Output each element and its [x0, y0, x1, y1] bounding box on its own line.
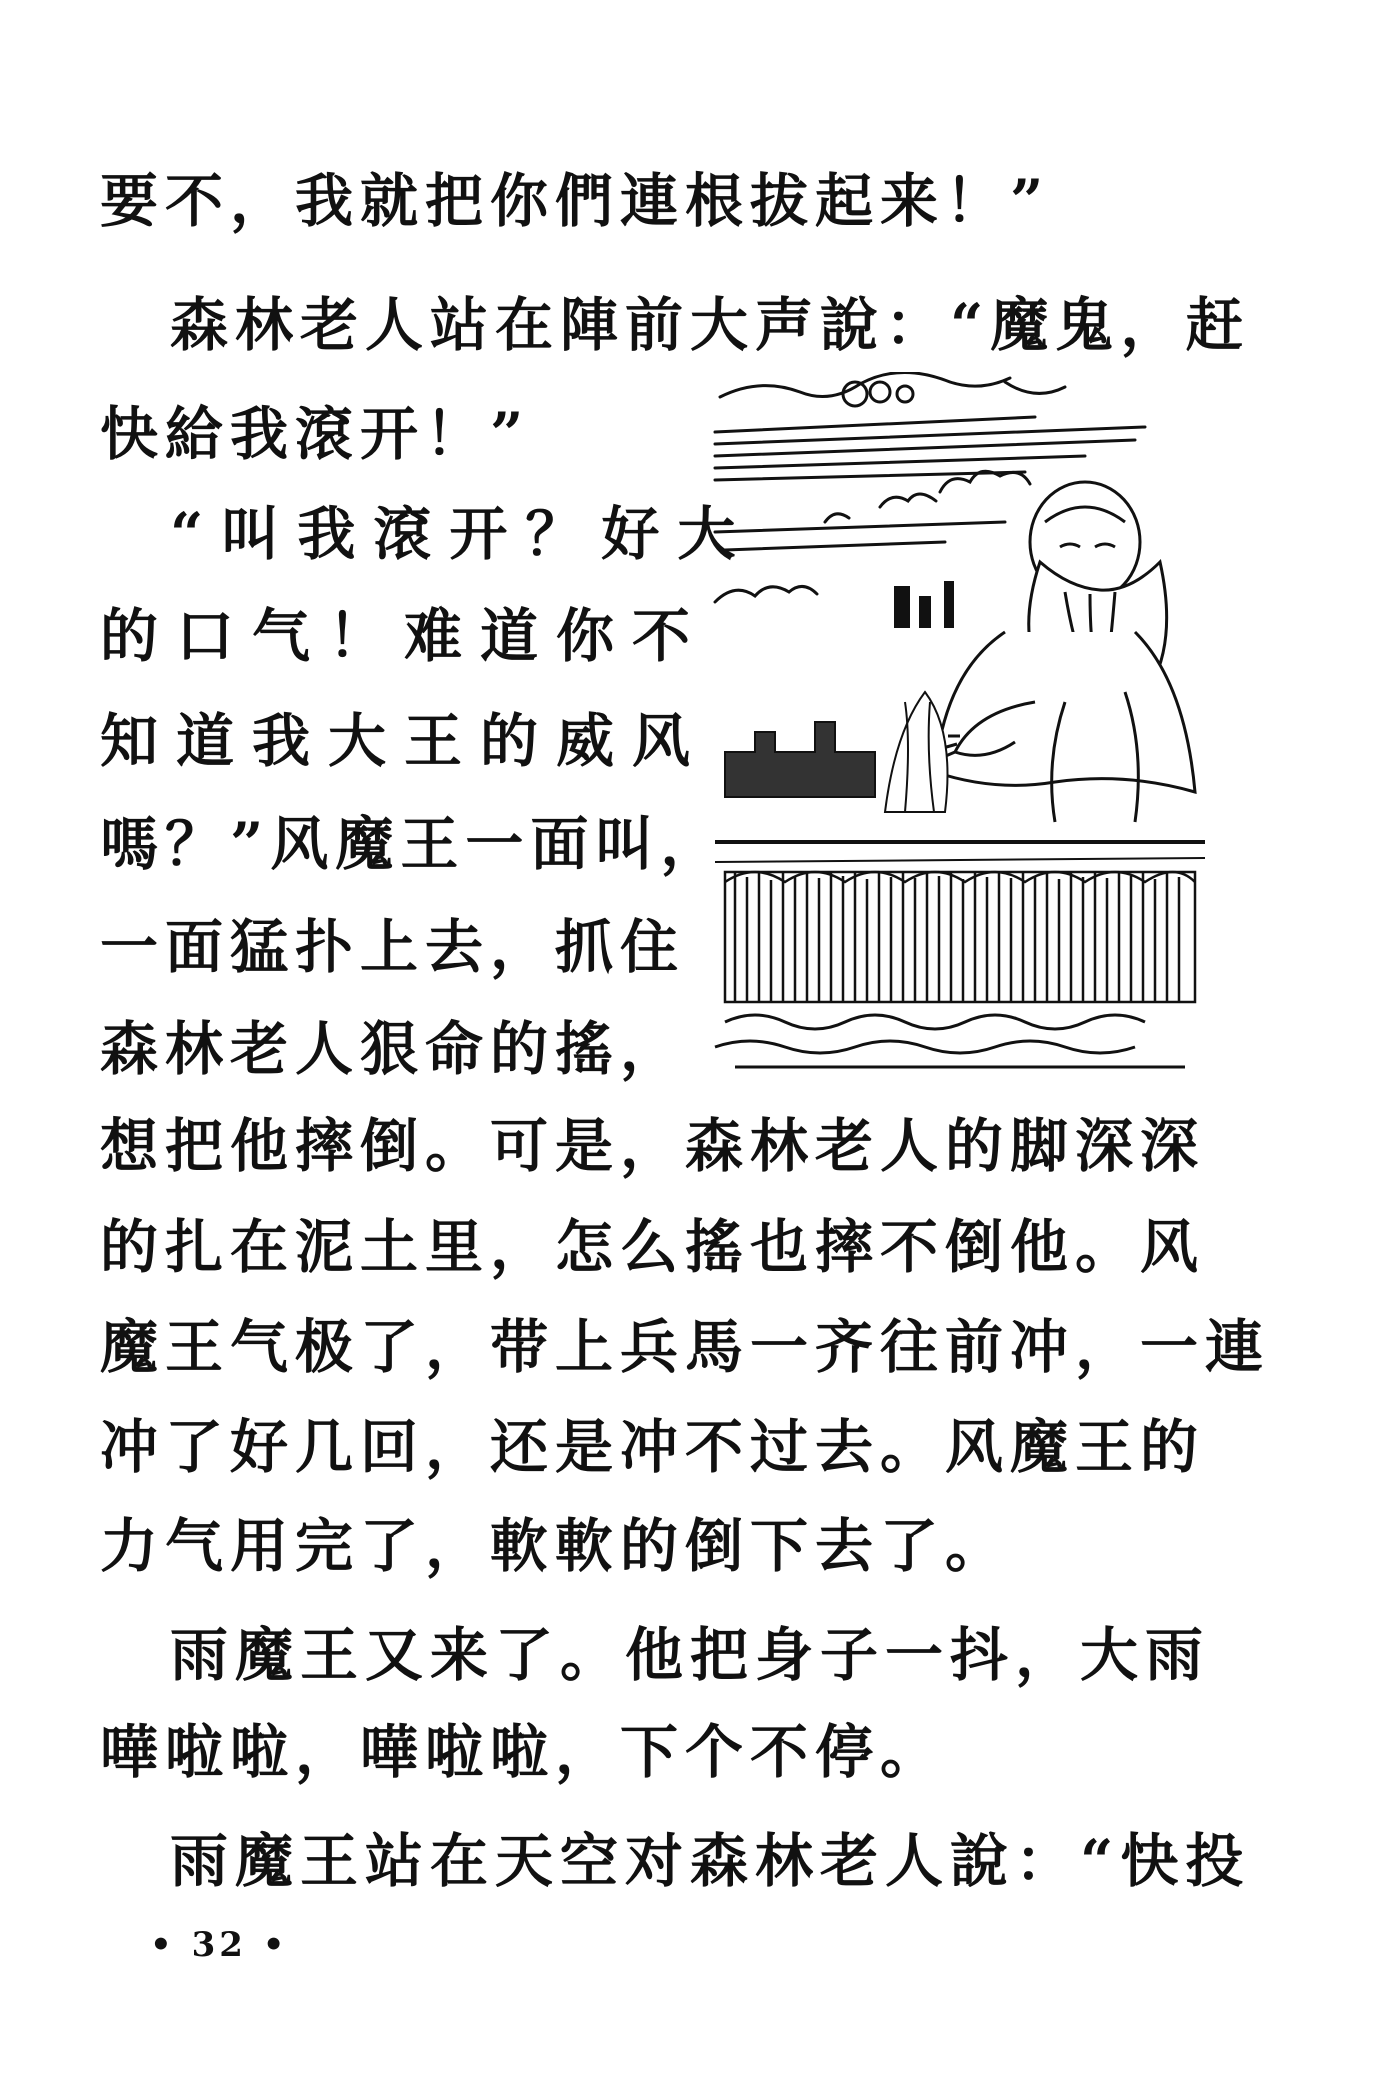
- text-line: 魔王气极了，带上兵馬一齐往前冲，一連: [100, 1313, 1271, 1381]
- text-line: 快給我滾开！”: [100, 400, 531, 468]
- text-line: 雨魔王又来了。他把身子一抖，大雨: [170, 1621, 1211, 1689]
- text-line: 力气用完了，軟軟的倒下去了。: [100, 1512, 1011, 1580]
- text-line: 嗎？”风魔王一面叫，: [100, 810, 726, 878]
- text-line: 的扎在泥土里，怎么搖也摔不倒他。风: [100, 1213, 1206, 1281]
- text-line: 知道我大王的威风: [100, 707, 709, 775]
- text-line: 森林老人狠命的搖，: [100, 1015, 686, 1083]
- text-line: 要不，我就把你們連根拔起来！”: [100, 167, 1051, 235]
- text-line: 的口气！难道你不: [100, 602, 709, 670]
- text-line: 一面猛扑上去，抓住: [100, 913, 686, 981]
- text-line: 嘩啦啦，嘩啦啦，下个不停。: [100, 1718, 946, 1786]
- text-line: “叫我滾开？好大: [170, 500, 754, 568]
- forest-old-man-illustration: [705, 372, 1205, 1077]
- text-line: 冲了好几回，还是冲不过去。风魔王的: [100, 1413, 1206, 1481]
- text-line: 想把他摔倒。可是，森林老人的脚深深: [100, 1112, 1206, 1180]
- page-number: • 32 •: [150, 1925, 289, 1965]
- text-line: 森林老人站在陣前大声說：“魔鬼，赶: [170, 291, 1251, 359]
- text-line: 雨魔王站在天空对森林老人說：“快投: [170, 1827, 1251, 1895]
